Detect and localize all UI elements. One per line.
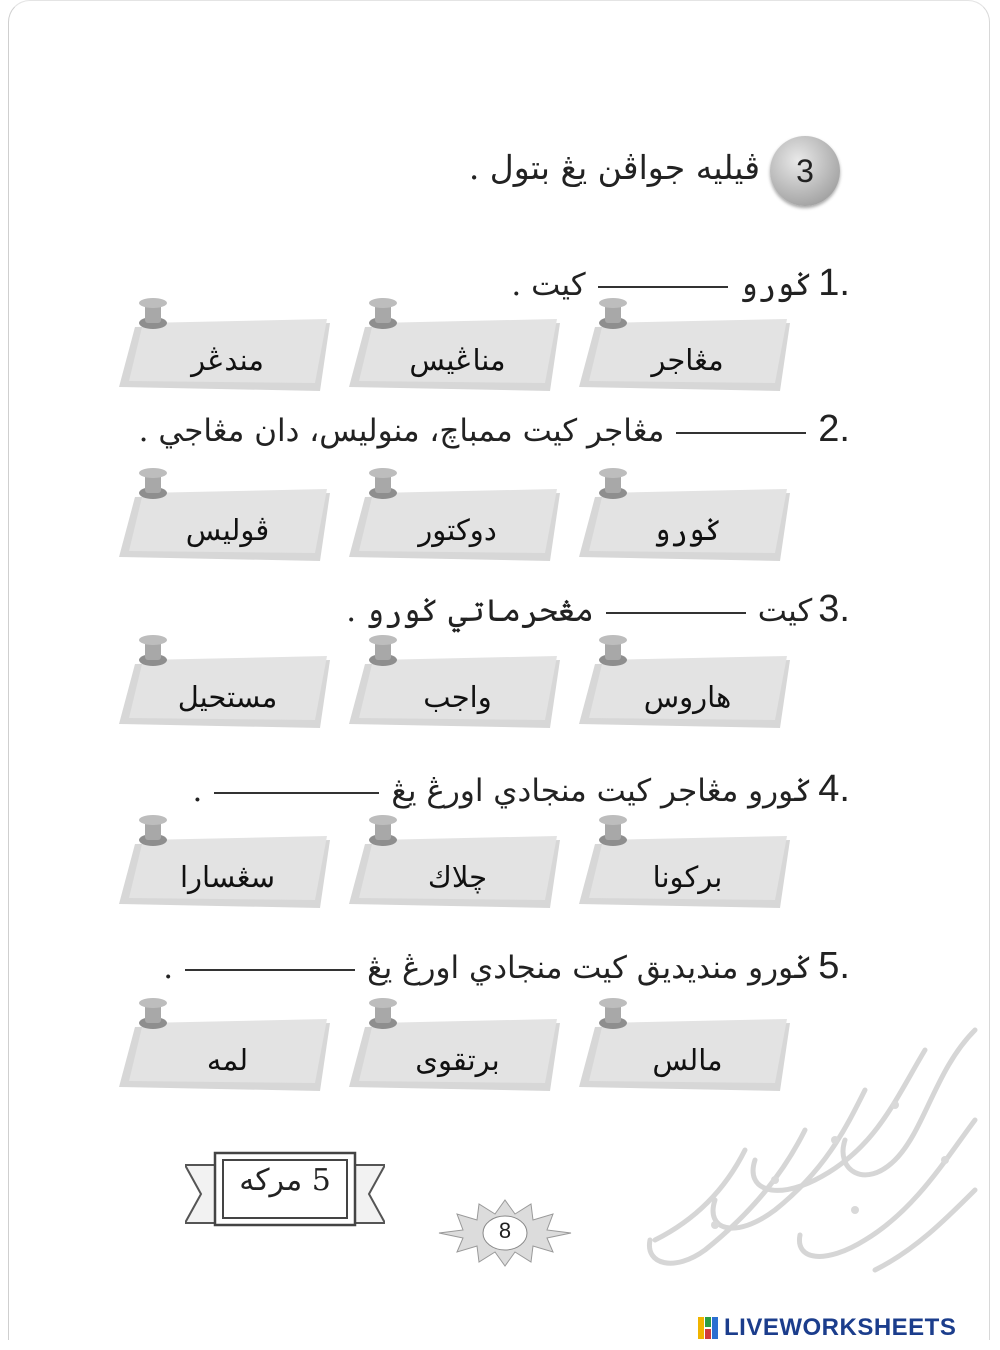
calligraphy-watermark <box>595 1010 990 1295</box>
question-text-before: ݢورو مڠاجر كيت منجادي اورڠ يڠ <box>391 773 813 809</box>
answer-blank[interactable] <box>598 286 728 288</box>
option-card[interactable] <box>345 995 570 1105</box>
question-text-after: مڠحرماتي ݢورو . <box>346 593 594 629</box>
option-label: مندڠر <box>191 343 264 377</box>
marks-banner <box>185 1145 385 1235</box>
question-number: 4. <box>818 768 850 810</box>
question-number: 2. <box>818 408 850 450</box>
answer-blank[interactable] <box>606 612 746 614</box>
option-label: مناڠيس <box>409 343 506 377</box>
option-label: سڠسارا <box>179 860 276 894</box>
option-label: واجب <box>423 680 492 714</box>
question-text-after: . <box>192 773 203 809</box>
answer-blank[interactable] <box>185 969 355 971</box>
option-label: برتقوى <box>415 1043 500 1077</box>
page-number-badge <box>435 1198 575 1268</box>
option-card[interactable] <box>345 295 570 405</box>
option-label: ݢورو <box>653 513 722 547</box>
section-number: 3 <box>796 152 814 189</box>
question-text-before: ݢورو <box>739 267 813 303</box>
question-4 <box>193 768 850 811</box>
option-card[interactable] <box>345 812 570 922</box>
option-label: هاروس <box>643 680 732 714</box>
question-3 <box>346 588 850 631</box>
option-label: دوكتور <box>418 513 497 547</box>
option-card[interactable] <box>345 465 570 575</box>
option-label: لمه <box>206 1043 249 1077</box>
question-text-after: مڠاجر كيت ممباچ، منوليس، دان مڠاجي . <box>138 413 665 449</box>
option-card[interactable] <box>575 632 800 742</box>
instruction-heading: ڤيليه جواڤن يڠ بتول . <box>468 148 760 187</box>
option-card[interactable] <box>575 295 800 405</box>
question-text-before: ݢورو منديديق كيت منجادي اورڠ يڠ <box>367 950 813 986</box>
liveworksheets-logo-text: LIVEWORKSHEETS <box>724 1314 957 1341</box>
option-card[interactable] <box>575 465 800 575</box>
marks-value: 5 مركه <box>239 1163 331 1198</box>
option-label: بركونا <box>652 860 723 894</box>
option-label: ڤوليس <box>185 513 270 547</box>
answer-blank[interactable] <box>676 432 806 434</box>
option-card[interactable] <box>115 812 340 922</box>
option-card[interactable] <box>115 632 340 742</box>
liveworksheets-logo[interactable] <box>698 1313 956 1343</box>
question-number: 1. <box>818 262 850 304</box>
option-card[interactable] <box>575 812 800 922</box>
question-2 <box>139 408 850 451</box>
options-row-2 <box>115 465 805 575</box>
question-number: 5. <box>818 945 850 987</box>
liveworksheets-logo-icon <box>698 1317 718 1339</box>
options-row-4 <box>115 812 805 922</box>
page-number: 8 <box>498 1218 512 1243</box>
option-label: مستحيل <box>177 680 278 714</box>
options-row-3 <box>115 632 805 742</box>
option-label: مالس <box>652 1043 723 1077</box>
question-5 <box>163 945 850 988</box>
answer-blank[interactable] <box>214 792 379 794</box>
options-row-1 <box>115 295 805 405</box>
question-text-after: . <box>163 950 174 986</box>
option-label: چلاك <box>427 860 488 894</box>
question-text-before: كيت <box>757 593 813 629</box>
question-text-after: كيت . <box>511 267 586 303</box>
question-number: 3. <box>818 588 850 630</box>
section-number-badge <box>770 136 840 206</box>
option-card[interactable] <box>345 632 570 742</box>
option-card[interactable] <box>115 995 340 1105</box>
option-card[interactable] <box>115 465 340 575</box>
option-card[interactable] <box>115 295 340 405</box>
option-label: مڠاجر <box>651 343 724 377</box>
